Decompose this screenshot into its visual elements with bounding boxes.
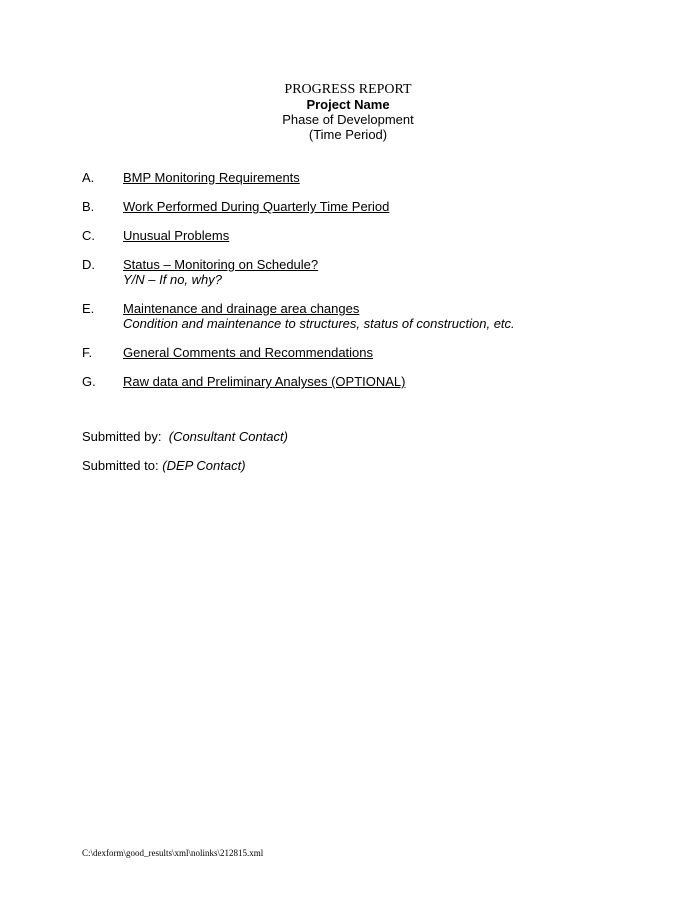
project-name: Project Name [306,97,390,112]
report-title: PROGRESS REPORT [284,82,412,97]
section-note: Condition and maintenance to structures, status of construction, etc. [123,316,515,331]
section-item-g [82,374,642,389]
submitted-by-line [82,429,288,444]
section-letter: C. [82,228,95,243]
development-phase: Phase of Development [282,112,414,127]
section-letter: D. [82,257,95,272]
section-letter: E. [82,301,95,316]
section-item-a [82,170,642,185]
section-item-e [82,301,642,331]
section-label: BMP Monitoring Requirements [123,170,300,185]
section-note: Y/N – If no, why? [123,272,222,287]
section-label: Status – Monitoring on Schedule? [123,257,319,272]
section-item-b [82,199,642,214]
file-path-footer: C:\dexform\good_results\xml\nolinks\212815.xml [82,848,264,858]
section-label: Unusual Problems [123,228,230,243]
dep-contact: (DEP Contact) [162,458,246,473]
section-label: Work Performed During Quarterly Time Period [123,199,390,214]
submitted-by-label: Submitted by: [82,429,162,444]
consultant-contact: (Consultant Contact) [168,429,288,444]
section-label: Maintenance and drainage area changes [123,301,360,316]
section-letter: F. [82,345,93,360]
report-header [0,82,696,142]
time-period: (Time Period) [308,127,388,142]
section-item-f [82,345,642,360]
section-item-c [82,228,642,243]
section-letter: G. [82,374,96,389]
section-item-d [82,257,642,287]
report-sections [82,170,642,403]
section-letter: B. [82,199,95,214]
section-letter: A. [82,170,95,185]
section-label: General Comments and Recommendations [123,345,374,360]
submitted-to-label: Submitted to: [82,458,159,473]
submitted-to-line [82,458,246,473]
section-label: Raw data and Preliminary Analyses (OPTIONAL) [123,374,406,389]
